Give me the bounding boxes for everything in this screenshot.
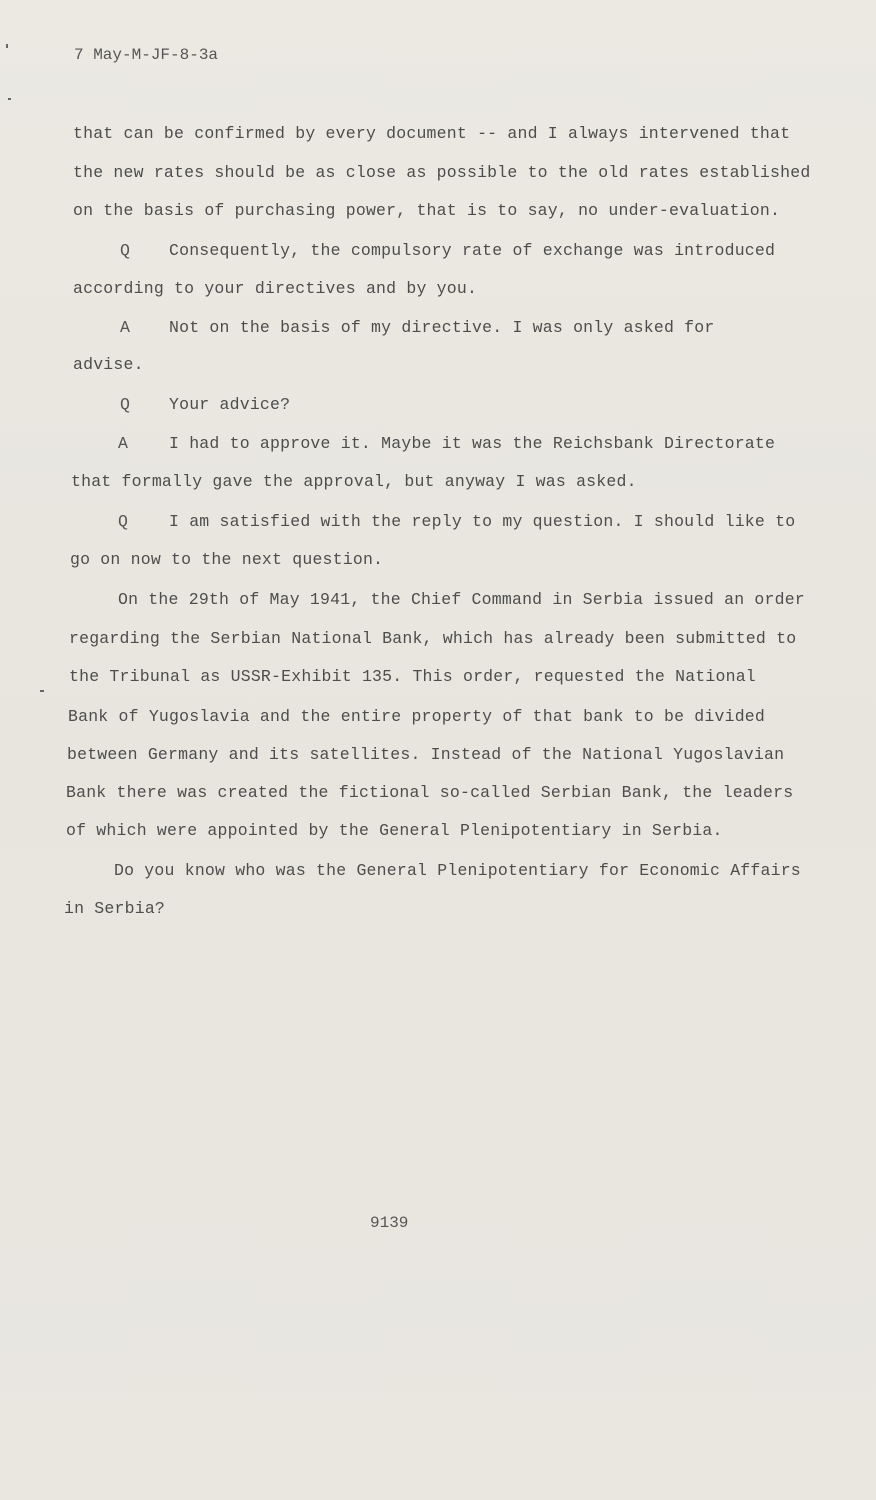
speaker-label: Q (118, 512, 128, 531)
text-line: between Germany and its satellites. Instead of the National Yugoslavian (67, 745, 785, 764)
text-line: on the basis of purchasing power, that is to say, no under-evaluation. (73, 201, 781, 220)
text-line: of which were appointed by the General Plenipotentiary in Serbia. (66, 821, 723, 840)
text-line: Not on the basis of my directive. I was only asked for (169, 318, 715, 337)
text-line: that can be confirmed by every document -- and I always intervened that (73, 124, 791, 143)
text-line: regarding the Serbian National Bank, which has already been submitted to (69, 629, 797, 648)
speaker-label: A (120, 318, 130, 337)
text-line: that formally gave the approval, but anyway I was asked. (71, 472, 637, 491)
text-line: Bank of Yugoslavia and the entire property of that bank to be divided (68, 707, 766, 726)
margin-mark (6, 44, 8, 48)
text-line: On the 29th of May 1941, the Chief Command in Serbia issued an order (118, 590, 805, 609)
text-line: Do you know who was the General Plenipotentiary for Economic Affairs (114, 861, 801, 880)
text-line: the new rates should be as close as possible to the old rates established (73, 163, 811, 182)
text-line: I am satisfied with the reply to my question. I should like to (169, 512, 796, 531)
text-line: the Tribunal as USSR-Exhibit 135. This order, requested the National (69, 667, 756, 686)
speaker-label: Q (120, 395, 130, 414)
speaker-label: A (118, 434, 128, 453)
text-line: advise. (73, 355, 144, 374)
speaker-label: Q (120, 241, 130, 260)
text-line: I had to approve it. Maybe it was the Reichsbank Directorate (169, 434, 776, 453)
margin-mark (8, 98, 11, 100)
page-number: 9139 (370, 1214, 409, 1232)
margin-mark (40, 690, 44, 692)
text-line: Bank there was created the fictional so-called Serbian Bank, the leaders (66, 783, 794, 802)
text-line: in Serbia? (64, 899, 166, 918)
document-reference: 7 May-M-JF-8-3a (74, 46, 219, 64)
text-line: Your advice? (169, 395, 291, 414)
text-line: go on now to the next question. (70, 550, 384, 569)
text-line: according to your directives and by you. (73, 279, 478, 298)
text-line: Consequently, the compulsory rate of exchange was introduced (169, 241, 776, 260)
